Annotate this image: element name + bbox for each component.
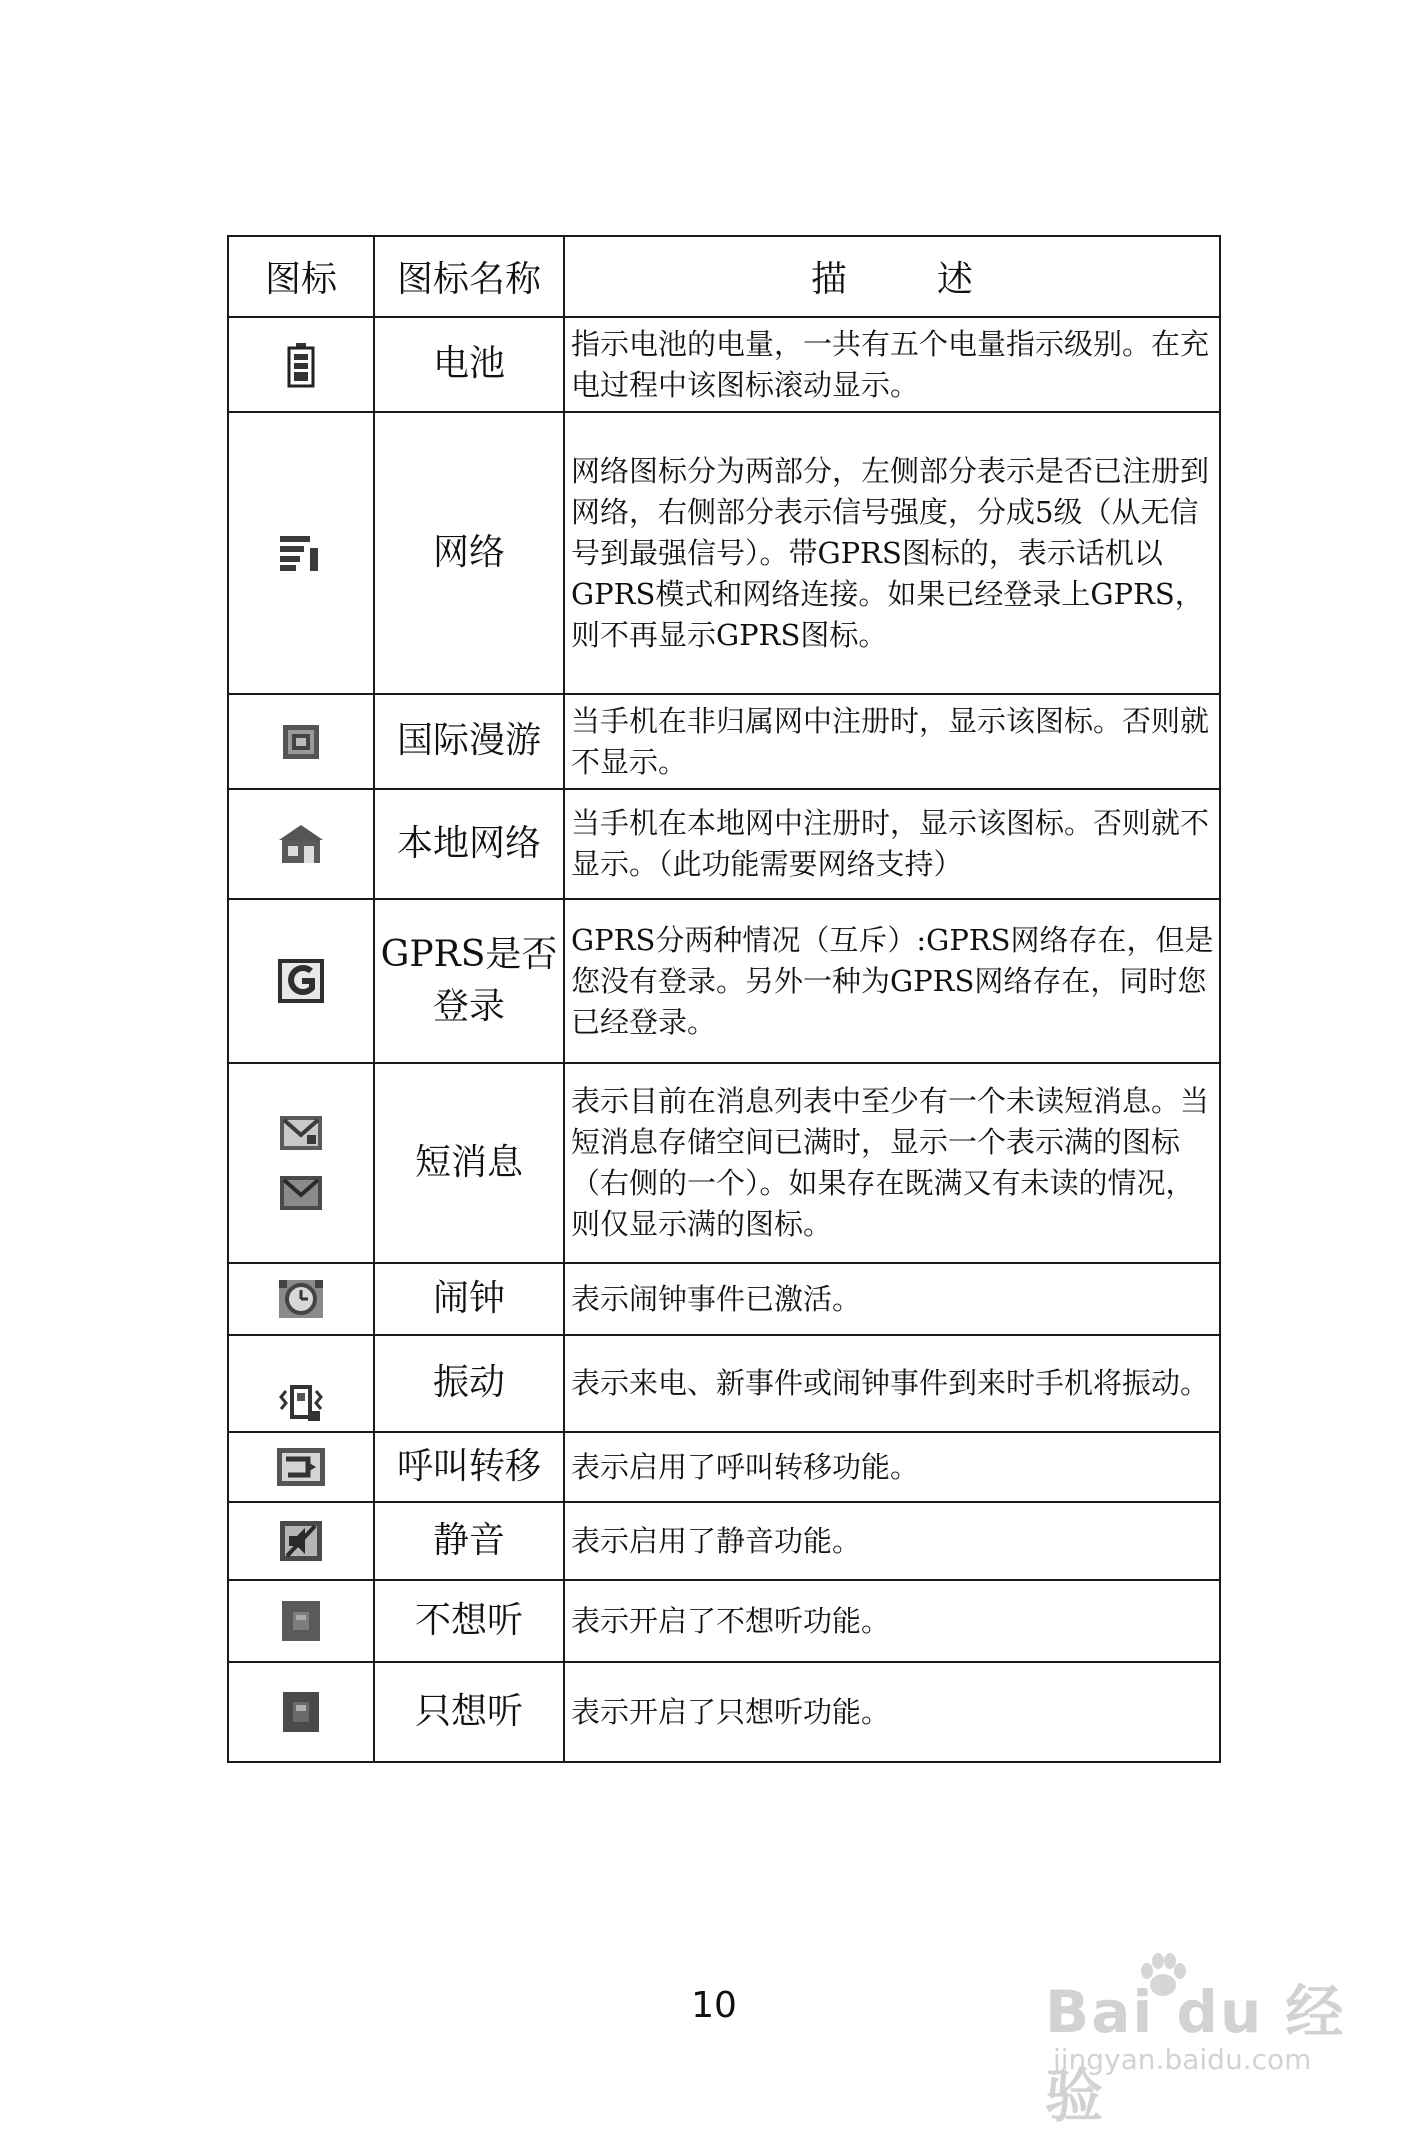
- page-number: 10: [691, 1985, 737, 2026]
- baidu-jingyan-watermark: [1045, 1965, 1375, 2130]
- icon-cell: [228, 317, 374, 412]
- alarm-icon: [277, 1278, 325, 1320]
- icon-description: 表示启用了呼叫转移功能。: [564, 1432, 1220, 1502]
- icon-name: 电池: [374, 317, 564, 412]
- table-row: [228, 317, 1220, 412]
- table-row: [228, 1432, 1220, 1502]
- icon-name: 振动: [374, 1335, 564, 1432]
- do-not-listen-icon: [281, 1600, 321, 1642]
- table-row: [228, 694, 1220, 789]
- icon-description: 表示开启了只想听功能。: [564, 1662, 1220, 1762]
- table-row: [228, 412, 1220, 694]
- header-desc-char-1: 描: [810, 259, 847, 300]
- icon-description: 当手机在本地网中注册时，显示该图标。否则就不显示。（此功能需要网络支持）: [564, 789, 1220, 899]
- icon-cell: [228, 412, 374, 694]
- table-row: [228, 1662, 1220, 1762]
- mute-icon: [279, 1520, 323, 1562]
- icon-description: 表示启用了静音功能。: [564, 1502, 1220, 1580]
- icon-name: 不想听: [374, 1580, 564, 1662]
- icon-name: [374, 899, 564, 1063]
- icon-description: 网络图标分为两部分，左侧部分表示是否已注册到网络，右侧部分表示信号强度，分成5级（从无信号到最强信号）。带GPRS图标的，表示话机以GPRS模式和网络连接。如果已经登录上GPRS，则不再显示GPRS图标。: [564, 412, 1220, 694]
- icon-cell: [228, 1063, 374, 1263]
- icon-name: 短消息: [374, 1063, 564, 1263]
- icon-name-line-2: 登录: [432, 986, 505, 1027]
- vibrate-icon: [278, 1381, 324, 1423]
- table-row: [228, 1580, 1220, 1662]
- icon-cell: [228, 1580, 374, 1662]
- icon-cell: [228, 694, 374, 789]
- home-network-icon: [278, 824, 324, 864]
- icon-cell: [228, 1335, 374, 1432]
- icon-description: 表示开启了不想听功能。: [564, 1580, 1220, 1662]
- icon-cell: [228, 1502, 374, 1580]
- icon-description: 表示闹钟事件已激活。: [564, 1263, 1220, 1335]
- watermark-logo: Bai du 经验: [1045, 1978, 1346, 2130]
- icon-cell: [228, 1263, 374, 1335]
- icon-cell: [228, 789, 374, 899]
- table-header-row: [228, 236, 1220, 317]
- icon-cell: [228, 1662, 374, 1762]
- table-row: [228, 899, 1220, 1063]
- icon-description: 当手机在非归属网中注册时，显示该图标。否则就不显示。: [564, 694, 1220, 789]
- header-desc-char-2: 述: [937, 259, 974, 300]
- icon-name: 静音: [374, 1502, 564, 1580]
- network-signal-icon: [278, 533, 324, 573]
- only-listen-icon: [282, 1691, 320, 1733]
- icon-name: 只想听: [374, 1662, 564, 1762]
- icon-description: GPRS分两种情况（互斥）:GPRS网络存在，但是您没有登录。另外一种为GPRS网络存在，同时您已经登录。: [564, 899, 1220, 1063]
- icon-cell: [228, 1432, 374, 1502]
- table-row: [228, 1502, 1220, 1580]
- table-row: [228, 1263, 1220, 1335]
- battery-icon: [286, 342, 316, 388]
- watermark-url: jingyan.baidu.com: [1053, 2043, 1312, 2076]
- table-row: [228, 789, 1220, 899]
- table-row: [228, 1063, 1220, 1263]
- icon-description: 指示电池的电量，一共有五个电量指示级别。在充电过程中该图标滚动显示。: [564, 317, 1220, 412]
- icon-name: 本地网络: [374, 789, 564, 899]
- icon-description: 表示目前在消息列表中至少有一个未读短消息。当短消息存储空间已满时，显示一个表示满的图标（右侧的一个）。如果存在既满又有未读的情况，则仅显示满的图标。: [564, 1063, 1220, 1263]
- icon-name: 闹钟: [374, 1263, 564, 1335]
- header-description: [564, 236, 1220, 317]
- icon-name: 呼叫转移: [374, 1432, 564, 1502]
- icon-cell: [228, 899, 374, 1063]
- icon-name-line-1: GPRS是否: [380, 933, 558, 975]
- sms-icon: [279, 1115, 323, 1151]
- roaming-icon: [282, 724, 320, 760]
- call-forward-icon: [276, 1447, 326, 1487]
- header-name: 图标名称: [374, 236, 564, 317]
- gprs-icon: [277, 958, 325, 1004]
- icon-table: [227, 235, 1221, 1763]
- sms-full-icon: [279, 1175, 323, 1211]
- icon-description: 表示来电、新事件或闹钟事件到来时手机将振动。: [564, 1335, 1220, 1432]
- icon-name: 网络: [374, 412, 564, 694]
- icon-name: 国际漫游: [374, 694, 564, 789]
- header-icon: 图标: [228, 236, 374, 317]
- table-row: [228, 1335, 1220, 1432]
